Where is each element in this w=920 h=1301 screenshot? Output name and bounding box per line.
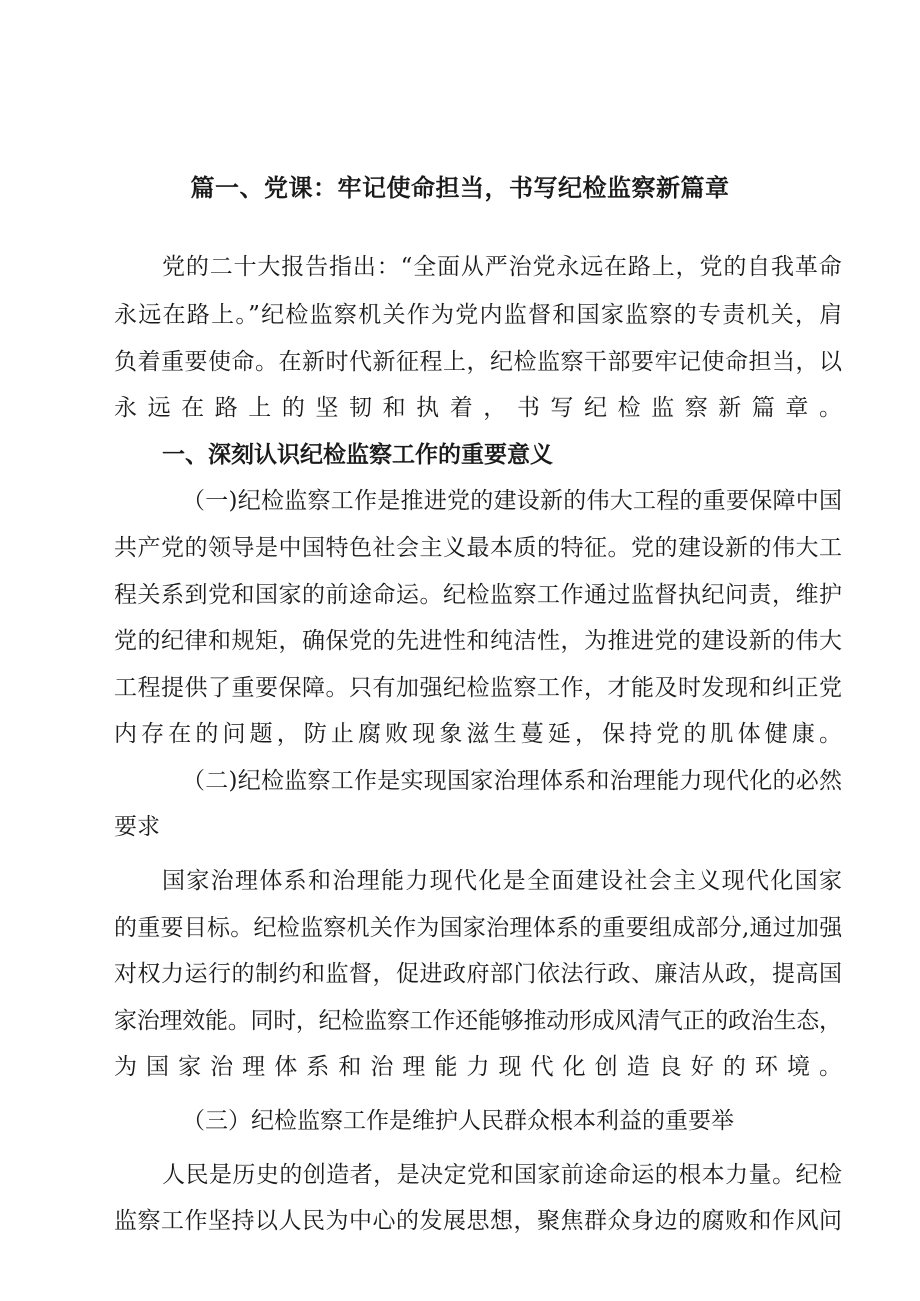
paragraph-line: 国家治理体系和治理能力现代化是全面建设社会主义现代化国家: [162, 868, 844, 894]
document-title: 篇一、党课：牢记使命担当，书写纪检监察新篇章: [190, 174, 730, 202]
subsection-line: （二)纪检监察工作是实现国家治理体系和治理能力现代化的必然: [182, 768, 843, 794]
paragraph-line: 为国家治理体系和治理能力现代化创造良好的环境。: [114, 1054, 852, 1080]
paragraph-line: 负着重要使命。在新时代新征程上，纪检监察干部要牢记使命担当，以: [114, 349, 843, 375]
paragraph-line: 工程提供了重要保障。只有加强纪检监察工作，才能及时发现和纠正党: [114, 675, 843, 701]
paragraph-line: 的重要目标。纪检监察机关作为国家治理体系的重要组成部分,通过加强: [114, 915, 843, 941]
paragraph-line: 共产党的领导是中国特色社会主义最本质的特征。党的建设新的伟大工: [114, 535, 843, 561]
paragraph-line: 监察工作坚持以人民为中心的发展思想，聚焦群众身边的腐败和作风问: [114, 1208, 843, 1234]
paragraph-line: 内存在的问题，防止腐败现象滋生蔓延，保持党的肌体健康。: [114, 721, 847, 747]
paragraph-line: 要求: [114, 814, 160, 840]
subsection-line: （一)纪检监察工作是推进党的建设新的伟大工程的重要保障中国: [182, 488, 843, 514]
paragraph-line: 党的纪律和规矩，确保党的先进性和纯洁性，为推进党的建设新的伟大: [114, 628, 843, 654]
paragraph-line: 永远在路上。”纪检监察机关作为党内监督和国家监察的专责机关，肩: [114, 302, 844, 328]
paragraph-line: 党的二十大报告指出：“全面从严治党永远在路上，党的自我革命: [162, 254, 843, 280]
paragraph-line: 人民是历史的创造者，是决定党和国家前途命运的根本力量。纪检: [162, 1162, 843, 1188]
section-heading: 一、深刻认识纪检监察工作的重要意义: [162, 442, 553, 468]
paragraph-line: 对权力运行的制约和监督，促进政府部门依法行政、廉洁从政，提高国: [114, 961, 843, 987]
subsection-line: （三）纪检监察工作是维护人民群众根本利益的重要举: [182, 1108, 734, 1134]
paragraph-line: 家治理效能。同时，纪检监察工作还能够推动形成风清气正的政治生态，: [114, 1008, 842, 1034]
paragraph-line: 永远在路上的坚韧和执着，书写纪检监察新篇章。: [114, 395, 853, 421]
paragraph-line: 程关系到党和国家的前途命运。纪检监察工作通过监督执纪问责，维护: [114, 582, 843, 608]
